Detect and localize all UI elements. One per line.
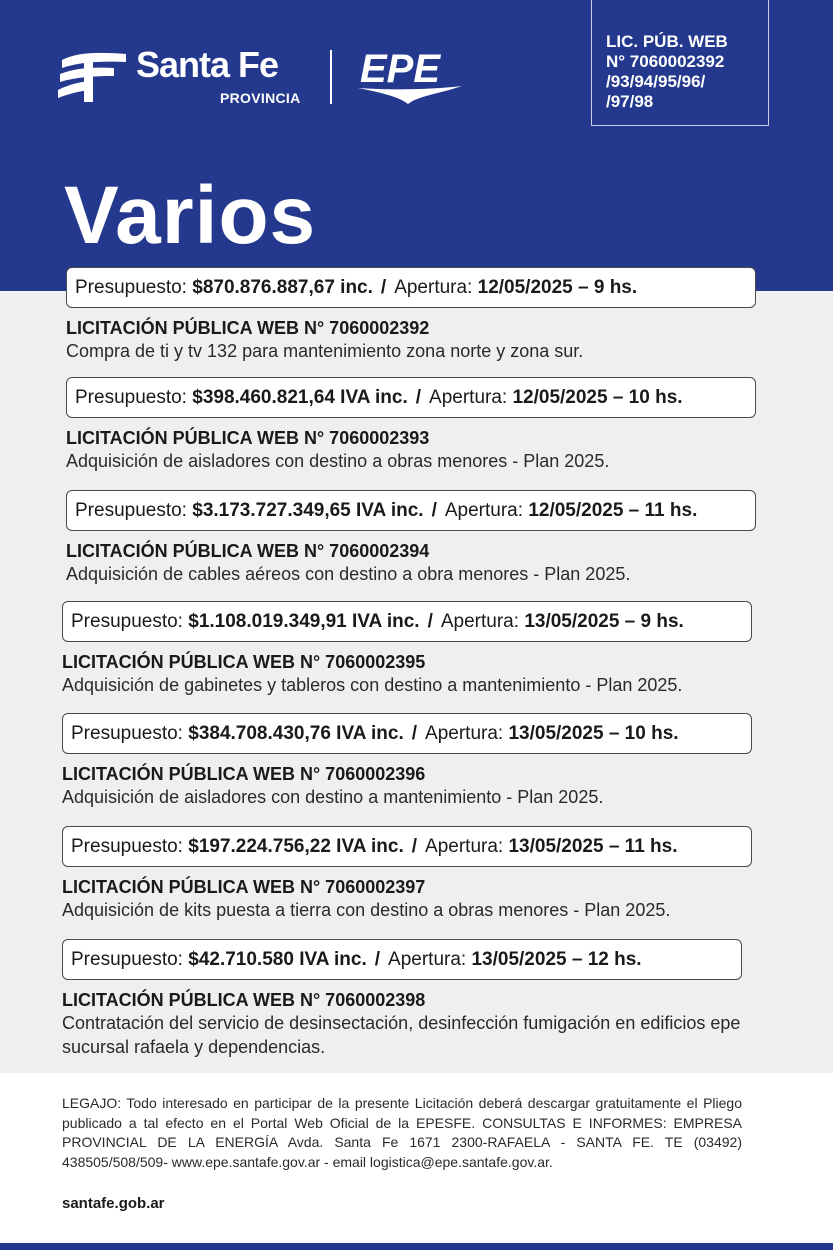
opening-date: 12/05/2025 – 11 hs. xyxy=(528,499,698,521)
licitacion-description: Compra de ti y tv 132 para mantenimiento zona norte y zona sur. xyxy=(66,341,584,361)
separator: / xyxy=(411,835,418,857)
epe-logo-text: EPE xyxy=(360,48,441,91)
legal-text: LEGAJO: Todo interesado en participar de la presente Licitación deberá descargar gratuitamente el Pliego publicado a tal efecto en el Portal Web Oficial de la EPESFE. CONSULTAS E INFORMES: EMPRESA PROVINCIAL DE LA ENERGÍA Avda. Santa Fe 1671 2300-RAFAELA - SANTA FE. TE (03492) 438505/508/509- www.epe.santafe.gov.ar - email logistica@epe.santafe.gov.ar. xyxy=(62,1095,742,1170)
licitacion-title: LICITACIÓN PÚBLICA WEB N° 7060002393 xyxy=(66,428,430,448)
licitacion-title: LICITACIÓN PÚBLICA WEB N° 7060002394 xyxy=(66,541,430,561)
budget-label: Presupuesto: xyxy=(71,835,183,857)
opening-label: Apertura: xyxy=(440,610,520,632)
licitacion-item xyxy=(66,377,756,473)
page-title: Varios xyxy=(64,170,317,261)
budget-amount: $384.708.430,76 IVA inc. xyxy=(188,722,404,744)
budget-box xyxy=(62,713,752,754)
licitacion-title: LICITACIÓN PÚBLICA WEB N° 7060002392 xyxy=(66,318,430,338)
licitacion-title: LICITACIÓN PÚBLICA WEB N° 7060002398 xyxy=(62,990,426,1010)
budget-label: Presupuesto: xyxy=(71,722,183,744)
licitacion-item xyxy=(62,713,752,809)
opening-date: 13/05/2025 – 11 hs. xyxy=(508,835,678,857)
separator: / xyxy=(411,722,418,744)
licitacion-description: Adquisición de gabinetes y tableros con destino a mantenimiento - Plan 2025. xyxy=(62,675,683,695)
licitacion-item xyxy=(62,601,752,697)
separator: / xyxy=(374,948,381,970)
separator: / xyxy=(431,499,437,521)
footer xyxy=(0,1073,833,1243)
lic-box-line: /93/94/95/96/ xyxy=(606,72,706,91)
budget-box xyxy=(62,601,752,642)
budget-amount: $197.224.756,22 IVA inc. xyxy=(188,835,404,857)
opening-label: Apertura: xyxy=(394,276,473,298)
opening-date: 13/05/2025 – 10 hs. xyxy=(508,722,679,744)
lic-number-box xyxy=(591,0,769,126)
licitacion-item xyxy=(62,939,742,1059)
opening-label: Apertura: xyxy=(444,499,524,521)
brand-name: Santa Fe xyxy=(136,44,279,85)
budget-amount: $3.173.727.349,65 IVA inc. xyxy=(192,499,424,521)
licitacion-description: Adquisición de aisladores con destino a obras menores - Plan 2025. xyxy=(66,451,610,471)
opening-label: Apertura: xyxy=(429,386,508,408)
separator: / xyxy=(427,610,433,632)
licitacion-description: Adquisición de kits puesta a tierra con destino a obras menores - Plan 2025. xyxy=(62,900,671,920)
budget-amount: $398.460.821,64 IVA inc. xyxy=(192,386,408,408)
opening-label: Apertura: xyxy=(425,722,504,744)
opening-date: 13/05/2025 – 9 hs. xyxy=(524,610,684,632)
licitacion-item xyxy=(66,267,756,363)
opening-label: Apertura: xyxy=(388,948,467,970)
site-link[interactable]: santafe.gob.ar xyxy=(62,1195,165,1212)
budget-label: Presupuesto: xyxy=(71,610,183,632)
opening-date: 12/05/2025 – 9 hs. xyxy=(477,276,638,298)
licitacion-title: LICITACIÓN PÚBLICA WEB N° 7060002396 xyxy=(62,764,426,784)
licitacion-description: Adquisición de cables aéreos con destino a obra menores - Plan 2025. xyxy=(66,564,631,584)
budget-label: Presupuesto: xyxy=(75,499,187,521)
budget-box xyxy=(62,939,742,980)
budget-amount: $870.876.887,67 inc. xyxy=(192,276,373,298)
separator: / xyxy=(380,276,387,298)
opening-date: 13/05/2025 – 12 hs. xyxy=(471,948,642,970)
licitacion-title: LICITACIÓN PÚBLICA WEB N° 7060002397 xyxy=(62,877,426,897)
header-banner xyxy=(0,0,833,291)
budget-box xyxy=(66,267,756,308)
budget-box xyxy=(66,490,756,531)
santa-fe-logo-icon xyxy=(58,50,128,106)
budget-label: Presupuesto: xyxy=(75,386,187,408)
licitacion-description: Adquisición de aisladores con destino a mantenimiento - Plan 2025. xyxy=(62,787,604,807)
epe-logo-icon xyxy=(358,48,464,104)
opening-date: 12/05/2025 – 10 hs. xyxy=(512,386,683,408)
budget-amount: $42.710.580 IVA inc. xyxy=(188,948,367,970)
licitacion-item xyxy=(62,826,752,922)
budget-box xyxy=(66,377,756,418)
budget-amount: $1.108.019.349,91 IVA inc. xyxy=(188,610,420,632)
budget-label: Presupuesto: xyxy=(75,276,187,298)
bottom-bar xyxy=(0,1243,833,1250)
lic-box-line: /97/98 xyxy=(606,92,654,111)
brand-sub: PROVINCIA xyxy=(220,90,301,106)
lic-box-line: N° 7060002392 xyxy=(606,52,725,71)
licitacion-description: Contratación del servicio de desinsectación, desinfección fumigación en edificios epe sucursal rafaela y dependencias. xyxy=(62,1013,741,1057)
separator: / xyxy=(415,386,422,408)
logo-divider xyxy=(330,50,332,104)
licitacion-item xyxy=(66,490,756,586)
budget-box xyxy=(62,826,752,867)
budget-label: Presupuesto: xyxy=(71,948,183,970)
licitacion-title: LICITACIÓN PÚBLICA WEB N° 7060002395 xyxy=(62,652,426,672)
lic-box-line: LIC. PÚB. WEB xyxy=(606,32,728,51)
opening-label: Apertura: xyxy=(425,835,504,857)
